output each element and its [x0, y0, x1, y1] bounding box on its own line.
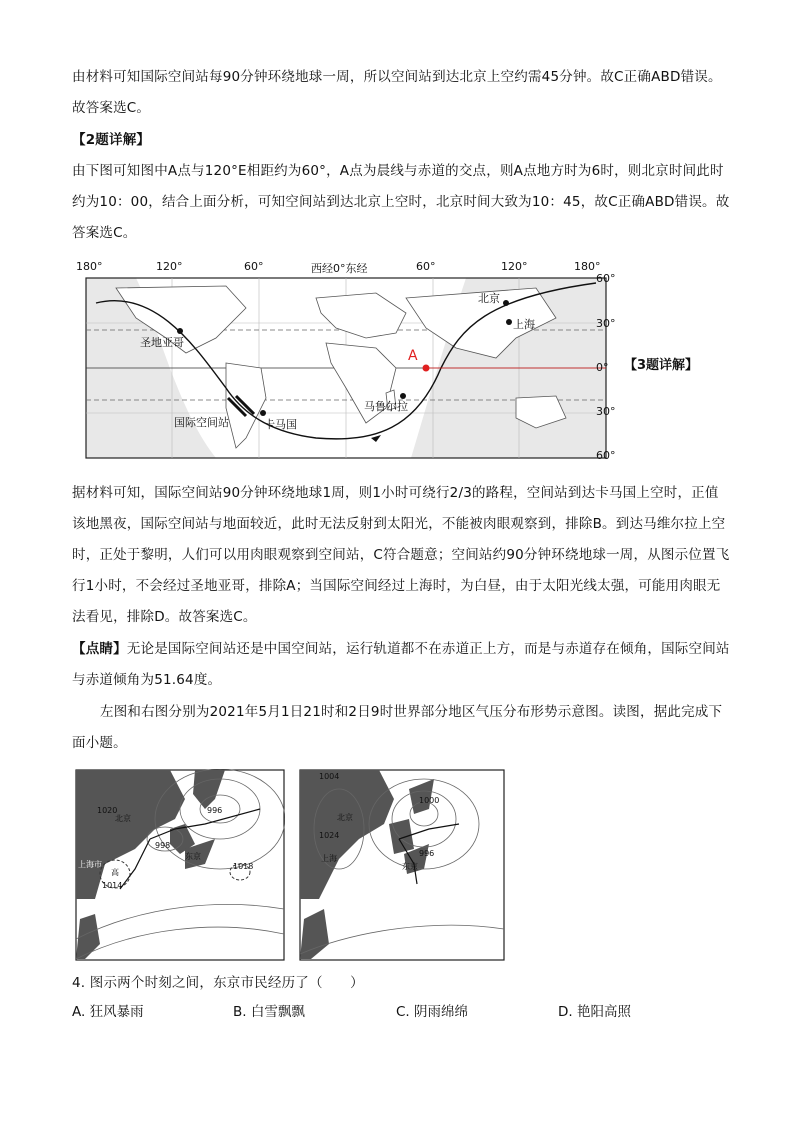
track-arrow [371, 435, 381, 442]
option-b[interactable]: B. 白雪飘飘 [233, 1004, 305, 1020]
left-label-shanghai: 上海市 [78, 860, 102, 869]
section-heading-3: 【3题详解】 [624, 358, 699, 373]
label-qatar: 卡马国 [264, 418, 297, 431]
note-paragraph [72, 634, 732, 696]
left-iso-1018: 1018 [233, 862, 254, 871]
note-label: 【点睛】 [72, 641, 127, 657]
right-tick-4: 60° [596, 449, 616, 462]
left-label-high: 高 [111, 868, 119, 877]
option-c[interactable]: C. 阴雨绵绵 [396, 1004, 469, 1020]
label-santiago: 圣地亚哥 [140, 336, 184, 349]
right-iso-1004: 1004 [319, 772, 340, 781]
top-tick-4: 60° [416, 260, 436, 273]
left-map-svg [75, 769, 285, 961]
left-iso-996: 996 [207, 806, 223, 815]
note-text: 无论是国际空间站还是中国空间站，运行轨道都不在赤道正上方，而是与赤道存在倾角，国际空间站与赤道倾角为51.64度。 [72, 641, 730, 688]
left-label-tokyo: 东京 [185, 852, 201, 861]
top-tick-3: 西经0°东经 [311, 262, 368, 275]
right-label-beijing: 北京 [337, 813, 353, 822]
right-iso-1024: 1024 [319, 831, 340, 840]
left-iso-998: 998 [155, 841, 171, 850]
right-label-tokyo: 东京 [402, 862, 418, 871]
right-tick-3: 30° [596, 405, 616, 418]
top-tick-0: 180° [76, 260, 103, 273]
label-shanghai: 上海 [513, 318, 535, 331]
top-tick-1: 120° [156, 260, 183, 273]
right-tick-1: 30° [596, 317, 616, 330]
world-map-figure [76, 258, 616, 464]
answer-paragraph-1: 由材料可知国际空间站每90分钟环绕地球一周，所以空间站到达北京上空约需45分钟。故C正确ABD错误。故答案选C。 [72, 69, 722, 116]
world-map-svg [76, 258, 616, 464]
label-point-a: A [408, 348, 418, 364]
left-pressure-map [75, 769, 285, 961]
left-label-beijing: 北京 [115, 814, 131, 823]
section-heading-2: 【2题详解】 [72, 132, 151, 148]
right-iso-996: 996 [419, 849, 435, 858]
right-label-shanghai: 上海 [321, 854, 337, 863]
top-tick-6: 180° [574, 260, 601, 273]
shanghai-point [506, 319, 512, 325]
question-4: 4. 图示两个时刻之间，东京市民经历了（ ） [72, 975, 364, 991]
beijing-point [503, 300, 509, 306]
right-tick-2: 0° [596, 361, 609, 374]
right-iso-1000: 1000 [419, 796, 440, 805]
question-intro: 左图和右图分别为2021年5月1日21时和2日9时世界部分地区气压分布形势示意图。读图，据此完成下面小题。 [72, 704, 723, 751]
right-tick-0: 60° [596, 272, 616, 285]
top-tick-5: 120° [501, 260, 528, 273]
label-iss: 国际空间站 [174, 416, 229, 429]
right-pressure-map [299, 769, 505, 961]
answer-paragraph-3: 据材料可知，国际空间站90分钟环绕地球1周，则1小时可绕行2/3的路程，空间站到达卡马国上空时，正值该地黑夜，国际空间站与地面较近，此时无法反射到太阳光，不能被肉眼观察到，排除B。到达马维尔拉上空时，正处于黎明，人们可以用肉眼观察到空间站，C符合题意；空间站约90分钟环绕地球一周，从图示位置飞行1小时，不会经过圣地亚哥，排除A；当国际空间经过上海时，为白昼，由于太阳光线太强，可能用肉眼无法看见，排除D。故答案选C。 [72, 485, 730, 625]
option-a[interactable]: A. 狂风暴雨 [72, 1004, 144, 1020]
answer-paragraph-2: 由下图可知图中A点与120°E相距约为60°，A点为晨线与赤道的交点，则A点地方时为6时，则北京时间此时约为10：00，结合上面分析，可知空间站到达北京上空时，北京时间大致为10：45，故C正确ABD错误。故答案选C。 [72, 163, 730, 241]
left-iso-1020: 1020 [97, 806, 118, 815]
label-beijing: 北京 [478, 292, 500, 305]
option-d[interactable]: D. 艳阳高照 [558, 1004, 631, 1020]
label-madagascar: 马鲁尔拉 [364, 400, 408, 413]
left-iso-1014: 1014 [102, 881, 123, 890]
top-tick-2: 60° [244, 260, 264, 273]
